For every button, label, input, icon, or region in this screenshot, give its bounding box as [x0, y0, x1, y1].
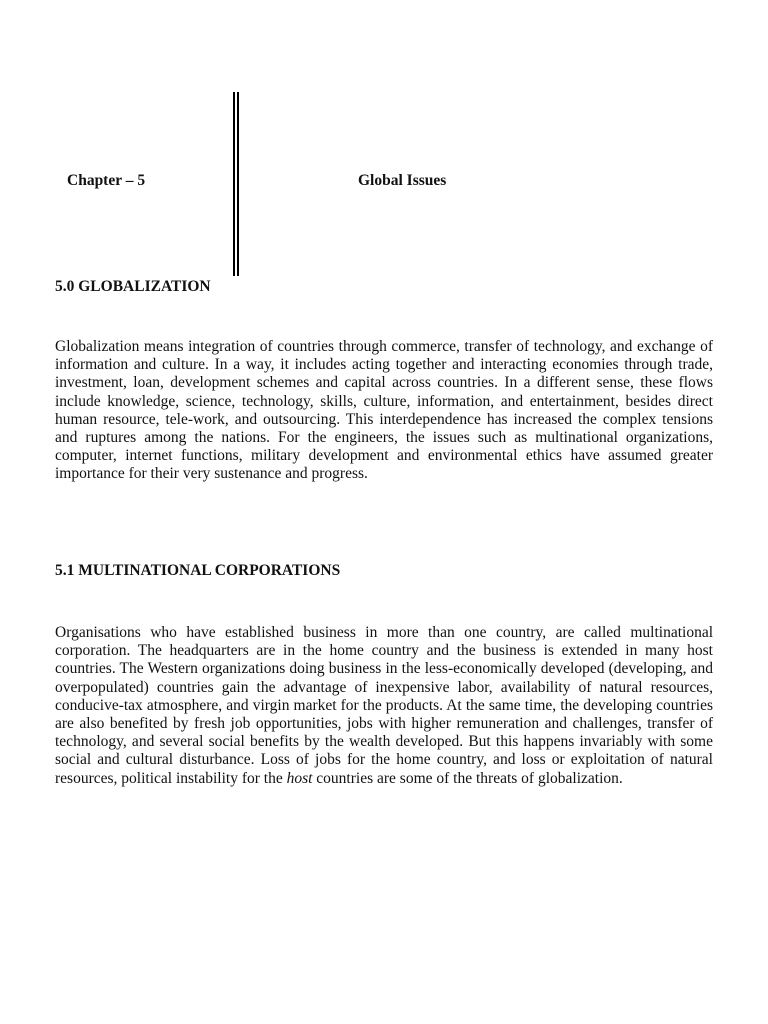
- paragraph-multinational-corporations: [55, 624, 713, 788]
- header-divider-line-second: [237, 92, 239, 276]
- chapter-header: [0, 0, 768, 290]
- paragraph-text-start: Organisations who have established business in more than one country, are called multinational corporation. The headquarters are in the home country and the business is extended in many host countries. The Western organizations doing business in the less-economically developed (developing, and overpopulated) countries gain the advantage of inexpensive labor, availability of natural resources, conducive-tax atmosphere, and virgin market for the products. At the same time, the developing countries are also benefited by fresh job opportunities, jobs with higher remuneration and challenges, transfer of technology, and several social benefits by the wealth developed. But this happens invariably with some social and cultural disturbance. Loss of jobs for the home country, and loss or exploitation of natural resources, political instability for the: [55, 624, 713, 787]
- chapter-title: Global Issues: [358, 172, 447, 189]
- paragraph-globalization: Globalization means integration of countries through commerce, transfer of technology, and exchange of information and culture. In a way, it includes acting together and interacting economies through trade, investment, loan, development schemes and capital across countries. In a different sense, these flows include knowledge, science, technology, skills, culture, information, and entertainment, besides direct human resource, tele-work, and outsourcing. This interdependence has increased the complex tensions and ruptures among the nations. For the engineers, the issues such as multinational organizations, computer, internet functions, military development and environmental ethics have assumed greater importance for their very sustenance and progress.: [55, 338, 713, 483]
- section-heading-globalization: 5.0 GLOBALIZATION: [55, 278, 211, 295]
- section-heading-multinational-corporations: 5.1 MULTINATIONAL CORPORATIONS: [55, 562, 341, 579]
- emphasized-word-host: host: [286, 769, 313, 787]
- paragraph-text-end: countries are some of the threats of globalization.: [312, 769, 623, 787]
- header-divider-line: [233, 92, 235, 276]
- chapter-number: Chapter – 5: [67, 172, 146, 189]
